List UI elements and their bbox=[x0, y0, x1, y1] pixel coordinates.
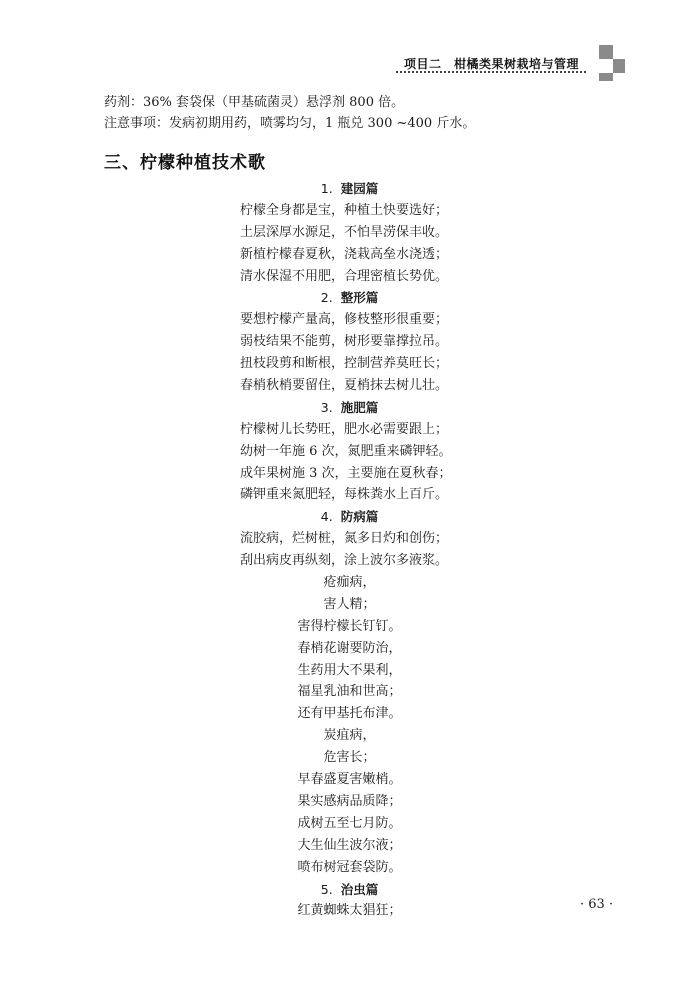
section-heading: 三、柠檬种植技术歌 bbox=[104, 153, 266, 173]
poem-line: 红黄蜘蛛太猖狂； bbox=[297, 903, 402, 919]
poem-line: 土层深厚水源足，不怕旱涝保丰收。 bbox=[240, 224, 449, 240]
poem-line: 害人精； bbox=[323, 596, 376, 612]
poem-line: 炭疽病， bbox=[323, 728, 376, 744]
notes-line: 注意事项：发病初期用药，喷雾均匀，1 瓶兑 300 ~400 斤水。 bbox=[104, 116, 476, 131]
stanza-number: 4. bbox=[320, 509, 333, 525]
stanza-title bbox=[0, 178, 699, 200]
stanza-title bbox=[0, 506, 699, 528]
stanza-number: 3. bbox=[320, 399, 333, 415]
poem-line: 害得柠檬长钉钉。 bbox=[297, 618, 402, 634]
page-number: · 63 · bbox=[580, 897, 614, 912]
poem-line: 春梢秋梢要留住，夏梢抹去树儿壮。 bbox=[240, 378, 449, 394]
poem-line: 流胶病，烂树桩，氮多日灼和创伤； bbox=[240, 531, 449, 547]
stanza-number: 1. bbox=[320, 181, 333, 196]
poem-line: 要想柠檬产量高，修枝整形很重要； bbox=[240, 312, 449, 328]
stanza-name: 施肥篇 bbox=[340, 399, 379, 415]
poem-line: 刮出病皮再纵刻，涂上波尔多液浆。 bbox=[240, 553, 449, 569]
poem-line: 早春盛夏害嫩梢。 bbox=[297, 772, 402, 788]
stanza-name: 整形篇 bbox=[340, 290, 379, 306]
poem-line: 大生仙生波尔液； bbox=[297, 837, 402, 853]
poem-line: 危害长； bbox=[323, 750, 376, 766]
stanza-title bbox=[0, 397, 699, 419]
poem-line: 春梢花谢要防治， bbox=[297, 640, 402, 656]
poem-line: 成年果树施 3 次，主要施在夏秋春； bbox=[240, 465, 452, 481]
running-header: 项目二 柑橘类果树栽培与管理 bbox=[404, 57, 580, 71]
stanza-number: 5. bbox=[320, 881, 333, 897]
header-dotted-rule bbox=[396, 71, 586, 73]
poem-line: 生药用大不果利， bbox=[297, 662, 402, 678]
poem-line: 新植柠檬春夏秋，浇栽高垒水浇透； bbox=[240, 246, 449, 262]
stanza-name: 治虫篇 bbox=[340, 881, 379, 897]
poem-line: 成树五至七月防。 bbox=[297, 815, 402, 831]
poem-line: 喷布树冠套袋防。 bbox=[297, 859, 402, 875]
poem-line: 果实感病品质降； bbox=[297, 793, 402, 809]
poem-line: 疮痂病， bbox=[323, 575, 376, 591]
poem-line: 磷钾重来氮肥轻，每株粪水上百斤。 bbox=[240, 487, 449, 503]
poem-line: 扭枝段剪和断根，控制营养莫旺长； bbox=[240, 356, 449, 372]
poem-line: 福星乳油和世高； bbox=[297, 684, 402, 700]
stanza-number: 2. bbox=[320, 290, 333, 306]
stanza-name: 防病篇 bbox=[340, 509, 379, 525]
poem-line: 弱枝结果不能剪，树形要靠撑拉吊。 bbox=[240, 334, 449, 350]
poem-line: 还有甲基托布津。 bbox=[297, 706, 402, 722]
stanza-name: 建园篇 bbox=[340, 181, 379, 196]
poem-line: 柠檬树儿长势旺，肥水必需要跟上； bbox=[240, 421, 449, 437]
poem-line: 清水保湿不用肥，合理密植长势优。 bbox=[240, 268, 449, 284]
pesticide-line: 药剂：36% 套袋保（甲基硫菌灵）悬浮剂 800 倍。 bbox=[104, 95, 405, 110]
poem-line: 幼树一年施 6 次，氮肥重来磷钾轻。 bbox=[240, 443, 452, 459]
poem bbox=[0, 178, 699, 922]
stanza-title bbox=[0, 287, 699, 309]
poem-line: 柠檬全身都是宝，种植土快要选好； bbox=[240, 202, 449, 218]
